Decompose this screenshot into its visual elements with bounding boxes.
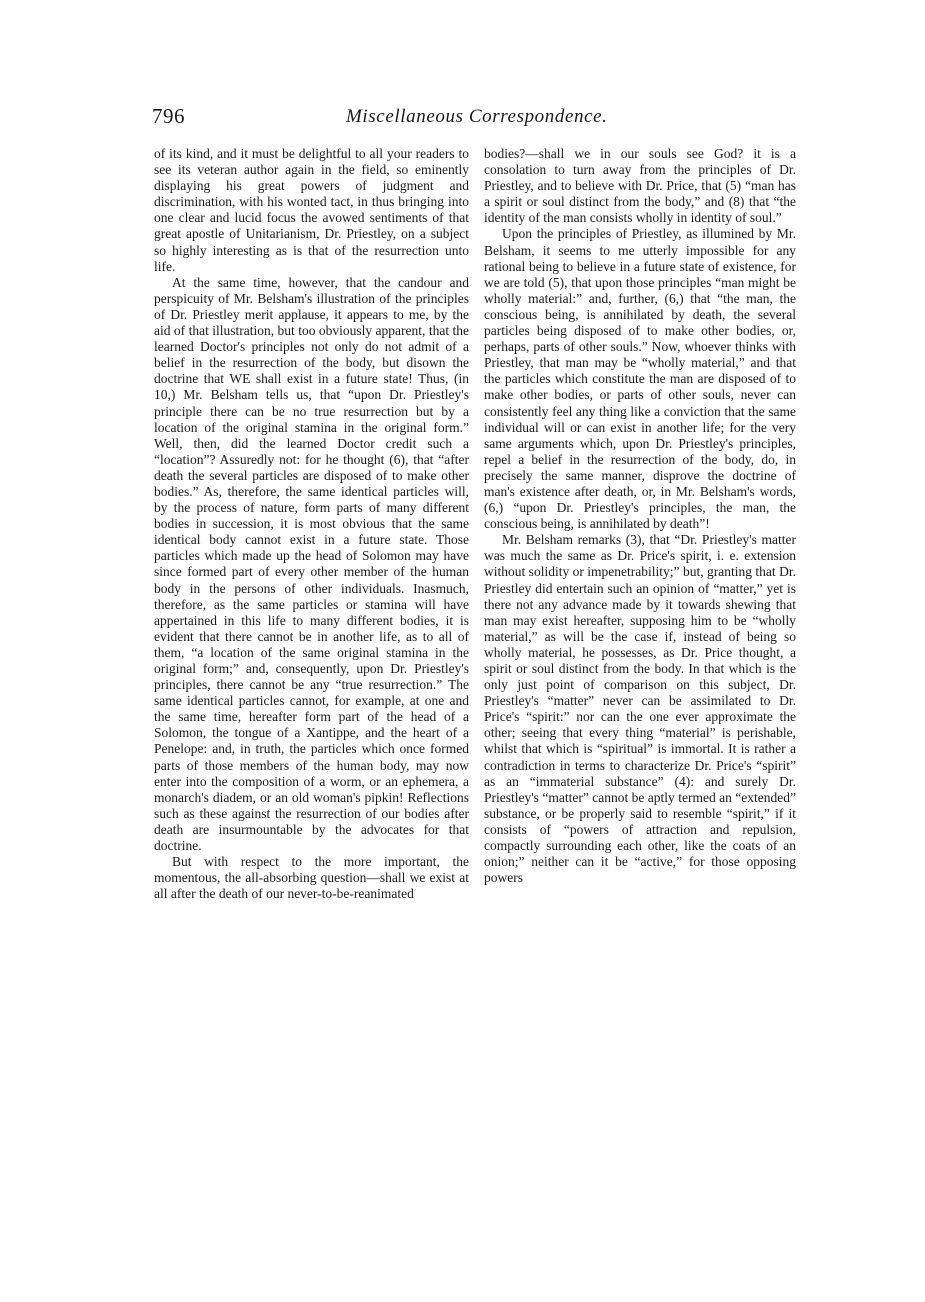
paragraph: of its kind, and it must be delightful to all your readers to see its veteran author again in the field, so eminently displaying his great powers of judgment and discrimination, with his wonted tact, in thus bringing into one clear and lucid focus the avowed sentiments of that great apostle of Unitarianism, Dr. Priestley, on a subject so highly interesting as is that of the resurrection unto life. (154, 146, 469, 274)
right-column (484, 146, 796, 886)
page-number: 796 (152, 104, 185, 128)
paragraph: Upon the principles of Priestley, as illumined by Mr. Belsham, it seems to me utterly impossible for any rational being to believe in a future state of existence, for we are told (5), that upon those principles “man might be wholly material:” and, further, (6,) that “the man, the conscious being, is annihilated by death, the several particles being disposed of to make other bodies, or, perhaps, parts of other souls.” Now, whoever thinks with Priestley, that man may be “wholly material,” and that the particles which constitute the man are disposed of to make other bodies, or parts of other souls, never can consistently feel any thing like a conviction that the same individual will or can exist in another life; for the very same arguments which, upon Dr. Priestley's principles, repel a belief in the resurrection of the body, do, in precisely the same manner, disprove the doctrine of man's existence after death, or, in Mr. Belsham's words, (6,) “upon Dr. Priestley's principles, the man, the conscious being, is annihilated by death”! (484, 226, 796, 532)
left-column (154, 146, 469, 902)
paragraph: Mr. Belsham remarks (3), that “Dr. Priestley's matter was much the same as Dr. Price's spirit, i. e. extension without solidity or impenetrability;” but, granting that Dr. Priestley did entertain such an opinion of “matter,” yet is there not any advance made by it towards shewing that man may exist hereafter, supposing him to be “wholly material,” as will be the case if, instead of being so wholly material, he possesses, as Dr. Price thought, a spirit or soul distinct from the body. In that which is the only just point of comparison on this subject, Dr. Priestley's “matter” never can be assimilated to Dr. Price's “spirit:” nor can the one ever approximate the other; seeing that every thing “material” is perishable, whilst that which is “spiritual” is immortal. It is rather a contradiction in terms to characterize Dr. Price's “spirit” as an “immaterial substance” (4): and surely Dr. Priestley's “matter” cannot be aptly termed an “extended” substance, or be properly said to resemble “spirit,” if it consists of “powers of attraction and repulsion, compactly surrounding each other, like the coats of an onion;” neither can it be “active,” for those opposing powers (484, 532, 796, 886)
paragraph: bodies?—shall we in our souls see God? it is a consolation to turn away from the principles of Dr. Priestley, and to believe with Dr. Price, that (5) “man has a spirit or soul distinct from the body,” and (8) that “the identity of the man consists wholly in identity of soul.” (484, 146, 796, 226)
paragraph: At the same time, however, that the candour and perspicuity of Mr. Belsham's illustration of the principles of Dr. Priestley merit applause, it appears to me, by the aid of that illustration, but too obviously apparent, that the learned Doctor's principles not only do not admit of a belief in the resurrection of the body, but disown the doctrine that WE shall exist in a future state! Thus, (in 10,) Mr. Belsham tells us, that “upon Dr. Priestley's principle there can be no true resurrection but by a location of the original stamina in the original form.” Well, then, did the learned Doctor credit such a “location”? Assuredly not: for he thought (6), that “after death the several particles are disposed of to make other bodies.” As, therefore, the same identical particles will, by the process of nature, form parts of many different bodies in succession, it is most obvious that the same identical body cannot exist in a future state. Those particles which made up the head of Solomon may have since formed part of every other member of the human body in the persons of other individuals. Inasmuch, therefore, as the same particles or stamina will have appertained in this life to many different bodies, it is evident that there cannot be in another life, as to all of them, “a location of the same original stamina in the original form;” and, consequently, upon Dr. Priestley's principles, there cannot be any “true resurrection.” The same identical particles cannot, for example, at one and the same time, hereafter form part of the head of a Solomon, the tongue of a Xantippe, and the heart of a Penelope: and, in truth, the particles which once formed parts of those members of the human body, may now enter into the composition of a worm, or an ephemera, a monarch's diadem, or an old woman's pipkin! Reflections such as these against the resurrection of our bodies after death are insurmountable by the advocates for that doctrine. (154, 274, 469, 854)
paragraph: But with respect to the more important, the momentous, the all-absorbing question—shall we exist at all after the death of our never-to-be-reanimated (154, 854, 469, 902)
running-title: Miscellaneous Correspondence. (346, 106, 608, 127)
